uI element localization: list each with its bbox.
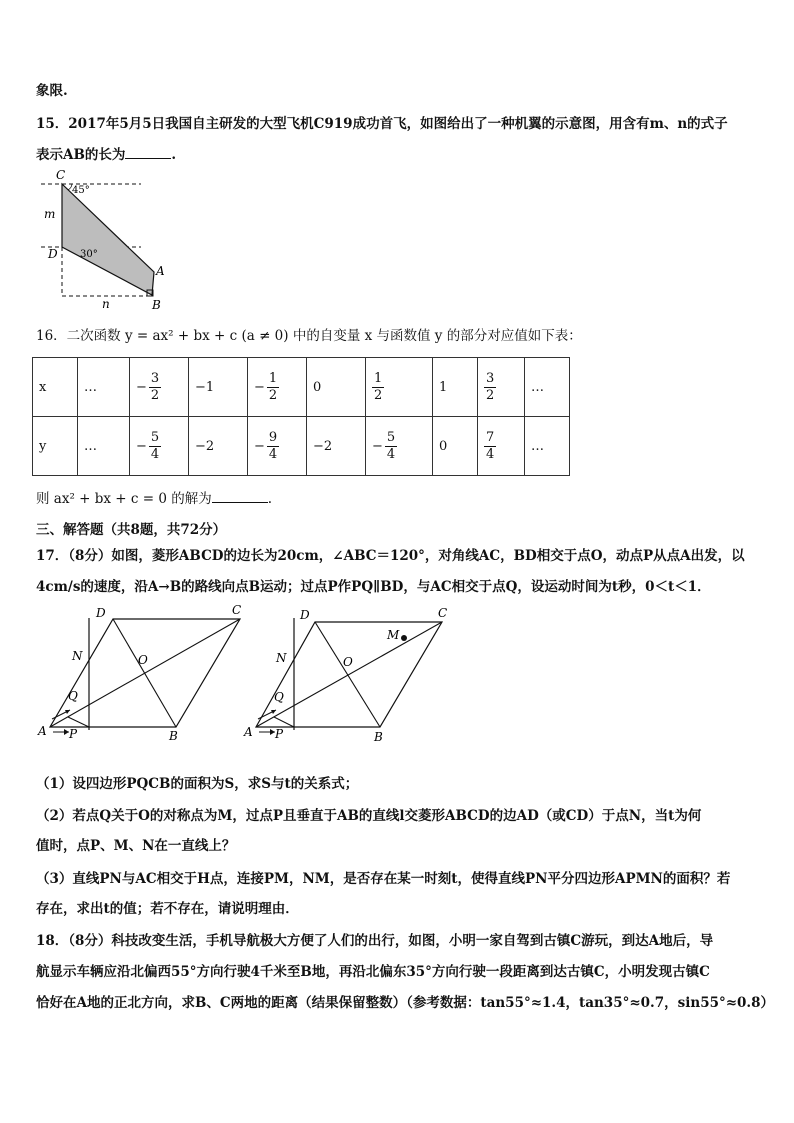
wing-figure — [36, 168, 176, 310]
fig17r-label-O: O — [343, 655, 353, 669]
q18-line2: 航显示车辆应沿北偏西55°方向行驶4千米至B地，再沿北偏东35°方向行驶一段距离到达古镇C，小明发现古镇C — [36, 964, 710, 980]
top-fragment: 象限. — [36, 83, 68, 99]
table-cell: $\frac{7}{4}$ — [478, 417, 525, 476]
q16-answer-blank[interactable] — [212, 488, 268, 503]
q18-line1: 18．（8分）科技改变生活，手机导航极大方便了人们的出行，如图，小明一家自驾到古镇C游玩，到达A地后，导 — [36, 933, 714, 949]
fig15-label-m: m — [44, 207, 56, 221]
q17-sub2a: （2）若点Q关于O的对称点为M，过点P且垂直于AB的直线l交菱形ABCD的边AD（或CD）于点N，当t为何 — [36, 808, 702, 824]
q15-line2 — [36, 144, 754, 165]
table-cell: … — [525, 417, 570, 476]
table-cell: … — [525, 358, 570, 417]
fig17r-label-B: B — [374, 730, 383, 744]
value-table — [32, 357, 570, 476]
q17-sub3b: 存在，求出t的值；若不存在，请说明理由． — [36, 901, 299, 917]
fig17r-label-M: M — [387, 628, 400, 642]
q18-line3: 恰好在A地的正北方向，求B、C两地的距离（结果保留整数）（参考数据：tan55°≈1.4，tan35°≈0.7，sin55°≈0.8） — [36, 995, 775, 1011]
q17-sub2b: 值时，点P、M、N在一直线上？ — [36, 838, 236, 854]
table-cell: − $\frac{5}{4}$ — [130, 417, 189, 476]
fig17r-label-A: A — [244, 725, 253, 739]
fig15-label-n: n — [102, 297, 110, 310]
fig17l-label-C: C — [232, 603, 242, 617]
rhombus-figure-left — [34, 600, 254, 746]
table-cell: −1 — [189, 358, 248, 417]
table-cell: $\frac{3}{2}$ — [478, 358, 525, 417]
fig15-label-A: A — [156, 264, 165, 278]
table-row-y — [33, 417, 570, 476]
table-cell: … — [78, 417, 130, 476]
fig17l-label-Q: Q — [68, 689, 78, 703]
table-cell: 0 — [307, 358, 366, 417]
fig17r-label-P: P — [275, 727, 284, 741]
table-cell: −2 — [307, 417, 366, 476]
fig15-label-D: D — [48, 247, 58, 261]
q15-line2-text: 表示AB的长为 — [36, 147, 126, 163]
q15-line1: 15．2017年5月5日我国自主研发的大型飞机C919成功首飞，如图给出了一种机翼的示意图，用含有m、n的式子 — [36, 116, 728, 132]
fig17l-label-N: N — [72, 649, 83, 663]
q16-answer-line — [36, 488, 754, 509]
fig15-angle-45: 45° — [72, 185, 90, 196]
table-cell: $\frac{1}{2}$ — [366, 358, 433, 417]
table-row-x — [33, 358, 570, 417]
fig17r-label-N: N — [276, 651, 287, 665]
fig17r-label-D: D — [300, 608, 310, 622]
fig17l-label-D: D — [96, 606, 106, 620]
fig17l-label-O: O — [138, 653, 148, 667]
rhombus-figure-right — [240, 602, 460, 748]
fig17l-label-A: A — [38, 724, 47, 738]
table-cell: − $\frac{9}{4}$ — [248, 417, 307, 476]
table-cell: − $\frac{5}{4}$ — [366, 417, 433, 476]
table-label-y: y — [33, 417, 78, 476]
q16-answer-end: . — [267, 491, 273, 507]
q15-line2-end: . — [171, 147, 177, 163]
q15-answer-blank[interactable] — [125, 144, 171, 159]
q16-answer-text: 则 ax² + bx + c = 0 的解为 — [36, 491, 212, 507]
table-cell: − $\frac{1}{2}$ — [248, 358, 307, 417]
section-heading: 三、解答题（共8题，共72分） — [36, 522, 227, 538]
q17-sub3a: （3）直线PN与AC相交于H点，连接PM，NM，是否存在某一时刻t，使得直线PN平分四边形APMN的面积？若 — [36, 871, 731, 887]
table-cell: −2 — [189, 417, 248, 476]
fig17l-label-P: P — [69, 727, 78, 741]
fig17r-label-C: C — [438, 606, 448, 620]
table-cell: … — [78, 358, 130, 417]
fig15-label-C: C — [56, 168, 66, 182]
table-label-x: x — [33, 358, 78, 417]
q17-sub1: （1）设四边形PQCB的面积为S，求S与t的关系式； — [36, 776, 359, 792]
table-cell: 1 — [433, 358, 478, 417]
q17-line2: 4cm/s的速度，沿A→B的路线向点B运动；过点P作PQ∥BD，与AC相交于点Q，设运动时间为t秒，0＜t＜1． — [36, 579, 711, 595]
fig15-angle-30: 30° — [80, 249, 98, 260]
table-cell: 0 — [433, 417, 478, 476]
fig17r-label-Q: Q — [274, 690, 284, 704]
fig17l-label-B: B — [169, 729, 178, 743]
q16-line: 16．二次函数 y = ax² + bx + c (a ≠ 0) 中的自变量 x 与函数值 y 的部分对应值如下表： — [36, 328, 582, 344]
fig15-label-B: B — [152, 298, 161, 310]
table-cell: − $\frac{3}{2}$ — [130, 358, 189, 417]
q17-line1: 17．（8分）如图，菱形ABCD的边长为20cm，∠ABC＝120°，对角线AC，BD相交于点O，动点P从点A出发，以 — [36, 548, 745, 564]
